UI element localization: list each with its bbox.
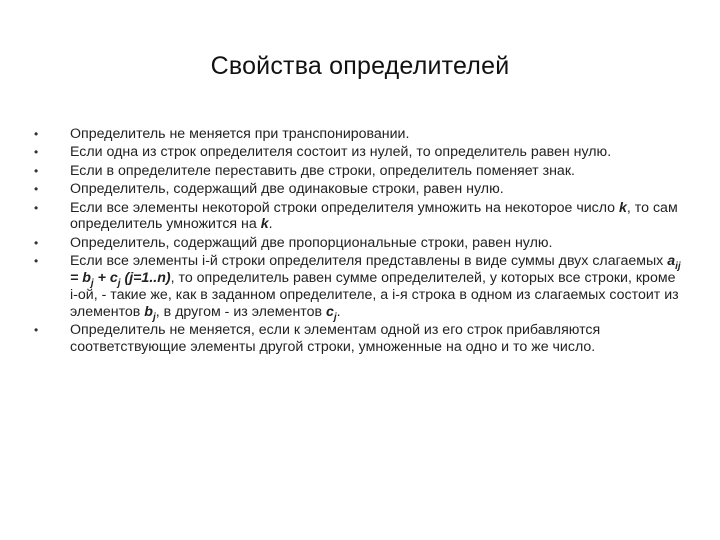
- formula-text: (j=1..n): [120, 269, 171, 286]
- bullet-item: [36, 163, 686, 180]
- bullet-text: Если все элементы i-й строки определителя представлены в виде суммы двух слагаемых: [70, 253, 668, 270]
- bullet-text: Определитель не меняется, если к элементам одной из его строк прибавляются соответствующие элементы другой строки, умноженные на одно и то же число.: [70, 321, 601, 355]
- bullet-dot-icon: •: [34, 322, 39, 337]
- bullet-text: Если одна из строк определителя состоит из нулей, то определитель равен нулю.: [70, 144, 612, 161]
- bullet-text: , в другом - из элементов: [155, 303, 326, 320]
- bullet-text: Определитель, содержащий две одинаковые строки, равен нулю.: [70, 181, 504, 198]
- bullet-item: [34, 253, 686, 323]
- bullet-text: .: [336, 303, 341, 320]
- slide-title: Свойства определителей: [210, 52, 510, 80]
- bullet-item: [36, 235, 686, 252]
- formula-text: b: [144, 303, 153, 320]
- bullet-text: Определитель, содержащий две пропорциональные строки, равен нулю.: [70, 234, 553, 251]
- formula-text: = b: [70, 269, 91, 286]
- bullet-list: [36, 126, 686, 357]
- formula-text: j: [90, 277, 94, 289]
- bullet-dot-icon: •: [34, 163, 39, 178]
- bullet-dot-icon: •: [34, 182, 39, 197]
- bullet-item: [36, 144, 686, 161]
- bullet-text: Определитель не меняется при транспонировании.: [70, 126, 410, 142]
- bullet-dot-icon: •: [34, 235, 39, 250]
- formula-text: + c: [93, 269, 118, 286]
- bullet-item: [36, 181, 686, 198]
- formula-text: j: [117, 277, 121, 289]
- bullet-text: .: [268, 216, 273, 233]
- bullet-item: [36, 126, 686, 143]
- bullet-text: , то определитель равен сумме определителей, у которых все строки, кроме i-ой, - такие же, как в заданном определителе, а i-я строка в одном из слагаемых состоит из элементов: [70, 269, 679, 320]
- formula-text: a: [667, 253, 676, 270]
- formula-text: j: [152, 311, 156, 323]
- bullet-item: [36, 322, 686, 356]
- formula-text: k: [619, 199, 627, 216]
- bullet-text: Если все элементы некоторой строки определителя умножить на некоторое число: [70, 199, 620, 216]
- formula-text: c: [326, 303, 334, 320]
- formula-text: j: [333, 311, 337, 323]
- bullet-text: , то сам определитель умножится на: [70, 199, 678, 233]
- formula-text: k: [260, 216, 269, 233]
- formula-text: ij: [675, 260, 681, 272]
- bullet-dot-icon: •: [34, 127, 39, 141]
- bullet-dot-icon: •: [34, 254, 39, 269]
- bullet-text: Если в определителе переставить две строки, определитель поменяет знак.: [70, 162, 575, 179]
- bullet-dot-icon: •: [34, 145, 39, 160]
- bullet-item: [36, 200, 686, 234]
- bullet-dot-icon: •: [34, 200, 39, 215]
